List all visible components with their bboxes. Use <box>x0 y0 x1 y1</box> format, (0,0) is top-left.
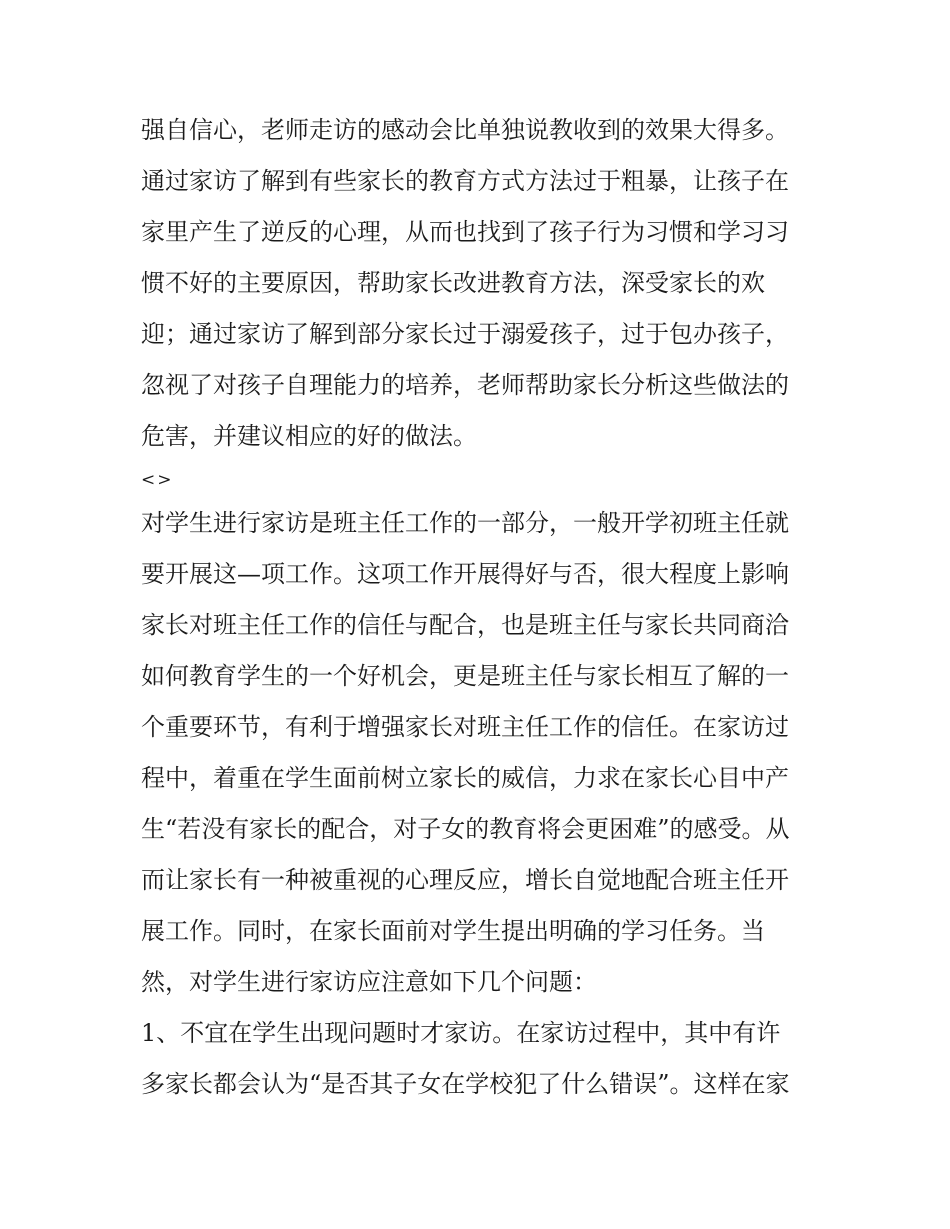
paragraph-1-line: 强自信心，老师走访的感动会比单独说教收到的效果大得多。 <box>141 116 789 144</box>
paragraph-2-line: 展工作。同时，在家长面前对学生提出明确的学习任务。当 <box>141 917 765 945</box>
section-separator: <> <box>141 470 174 490</box>
paragraph-1-line: 危害，并建议相应的好的做法。 <box>141 422 477 450</box>
paragraph-1-line: 通过家访了解到有些家长的教育方式方法过于粗暴，让孩子在 <box>141 167 789 195</box>
paragraph-3-line: 多家长都会认为“是否其子女在学校犯了什么错误”。这样在家 <box>141 1070 790 1098</box>
paragraph-1-line: 惯不好的主要原因，帮助家长改进教育方法，深受家长的欢 <box>141 269 765 297</box>
paragraph-2-line: 对学生进行家访是班主任工作的一部分，一般开学初班主任就 <box>141 509 789 537</box>
paragraph-2-line: 个重要环节，有利于增强家长对班主任工作的信任。在家访过 <box>141 713 789 741</box>
paragraph-3-line: 1、不宜在学生出现问题时才家访。在家访过程中，其中有许 <box>141 1019 781 1047</box>
paragraph-1-line: 家里产生了逆反的心理，从而也找到了孩子行为习惯和学习习 <box>141 218 789 246</box>
paragraph-1-line: 迎；通过家访了解到部分家长过于溺爱孩子，过于包办孩子， <box>141 320 789 348</box>
paragraph-2-line: 家长对班主任工作的信任与配合，也是班主任与家长共同商洽 <box>141 611 789 639</box>
paragraph-2-line: 要开展这—项工作。这项工作开展得好与否，很大程度上影响 <box>141 560 789 588</box>
paragraph-2-line: 如何教育学生的一个好机会，更是班主任与家长相互了解的一 <box>141 662 789 690</box>
paragraph-1-line: 忽视了对孩子自理能力的培养，老师帮助家长分析这些做法的 <box>141 371 789 399</box>
paragraph-2-line: 生“若没有家长的配合，对子女的教育将会更困难”的感受。从 <box>141 815 790 843</box>
paragraph-2-line: 程中，着重在学生面前树立家长的威信，力求在家长心目中产 <box>141 764 789 792</box>
paragraph-2-line: 而让家长有一种被重视的心理反应，增长自觉地配合班主任开 <box>141 866 789 894</box>
paragraph-2-line: 然，对学生进行家访应注意如下几个问题： <box>141 968 597 996</box>
